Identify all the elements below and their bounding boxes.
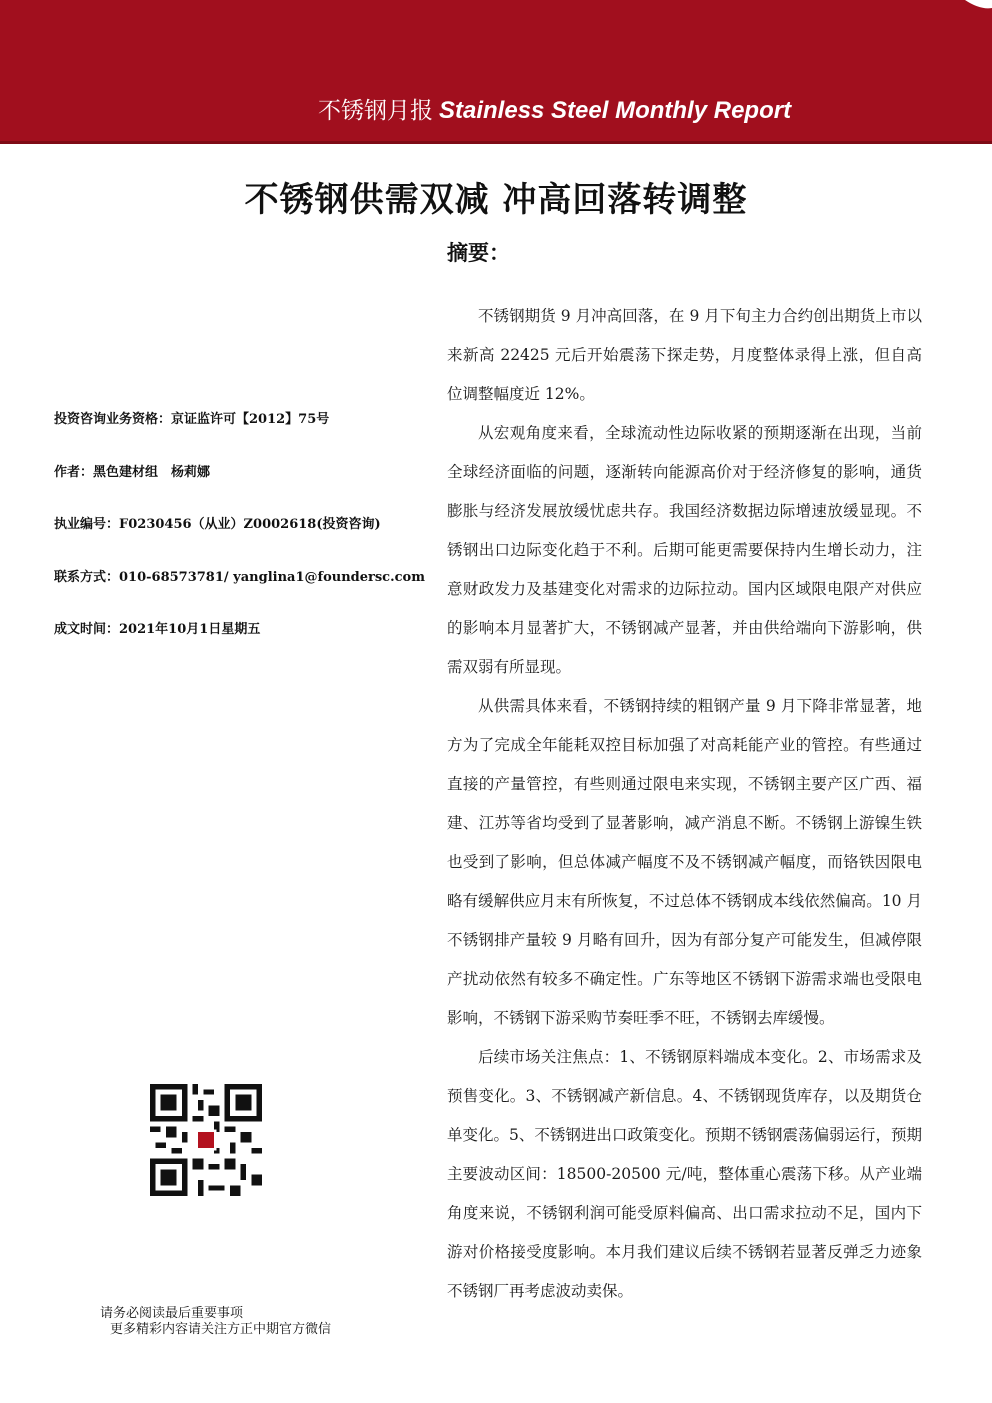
header-title: [318, 92, 791, 125]
paragraph: 后续市场关注焦点：1、不锈钢原料端成本变化。2、市场需求及预售变化。3、不锈钢减产新信息。4、不锈钢现货库存，以及期货仓单变化。5、不锈钢进出口政策变化。预期不锈钢震荡偏弱运行，预期主要波动区间：18500-20500 元/吨，整体重心震荡下移。从产业端角度来说，不锈钢利润可能受原料偏高、出口需求拉动不足，国内下游对价格接受度影响。本月我们建议后续不锈钢若显著反弹乏力迹象不锈钢厂再考虑波动卖保。: [447, 1048, 922, 1300]
paragraph: 不锈钢期货 9 月冲高回落，在 9 月下旬主力合约创出期货上市以来新高 22425 元后开始震荡下探走势，月度整体录得上涨，但自高位调整幅度近 12%。: [447, 307, 922, 403]
document-title: 不锈钢供需双减 冲高回落转调整: [244, 180, 748, 220]
qr-code-icon: [150, 1084, 262, 1196]
header-title-cn: 不锈钢月报: [318, 98, 433, 124]
license-info: 投资咨询业务资格：京证监许可【2012】75号: [54, 412, 330, 427]
paragraph: 从宏观角度来看，全球流动性边际收紧的预期逐渐在出现，当前全球经济面临的问题，逐渐转向能源高价对于经济修复的影响，通货膨胀与经济发展放缓忧虑共存。我国经济数据边际增速放缓显现。不锈钢出口边际变化趋于不利。后期可能更需要保持内生增长动力，注意财政发力及基建变化对需求的边际拉动。国内区域限电限产对供应的影响本月显著扩大，不锈钢减产显著，并由供给端向下游影响，供需双弱有所显现。: [447, 424, 922, 676]
footer-line-1: 请务必阅读最后重要事项: [100, 1306, 244, 1321]
paragraph: 从供需具体来看，不锈钢持续的粗钢产量 9 月下降非常显著，地方为了完成全年能耗双控目标加强了对高耗能产业的管控。有些通过直接的产量管控，有些则通过限电来实现，不锈钢主要产区广西、福建、江苏等省均受到了显著影响，减产消息不断。不锈钢上游镍生铁也受到了影响，但总体减产幅度不及不锈钢减产幅度，而铬铁因限电略有缓解供应月末有所恢复，不过总体不锈钢成本线依然偏高。10 月不锈钢排产量较 9 月略有回升，因为有部分复产可能发生，但减停限产扰动依然有较多不确定性。广东等地区不锈钢下游需求端也受限电影响，不锈钢下游采购节奏旺季不旺，不锈钢去库缓慢。: [447, 697, 922, 1027]
date-info: 成文时间：2021年10月1日星期五: [54, 622, 261, 637]
author-info: 作者：黑色建材组 杨莉娜: [54, 465, 211, 480]
header-rule: [0, 141, 992, 144]
footer-line-2: 更多精彩内容请关注方正中期官方微信: [110, 1322, 332, 1337]
header-title-en: Stainless Steel Monthly Report: [439, 97, 792, 124]
footer-note: [100, 1306, 331, 1338]
cert-info: 执业编号：F0230456（从业）Z0002618(投资咨询): [54, 517, 381, 532]
contact-info: 联系方式：010-68573781/ yanglina1@foundersc.com: [54, 570, 425, 585]
abstract-body: [447, 297, 922, 1311]
abstract-heading: 摘要：: [447, 241, 510, 265]
